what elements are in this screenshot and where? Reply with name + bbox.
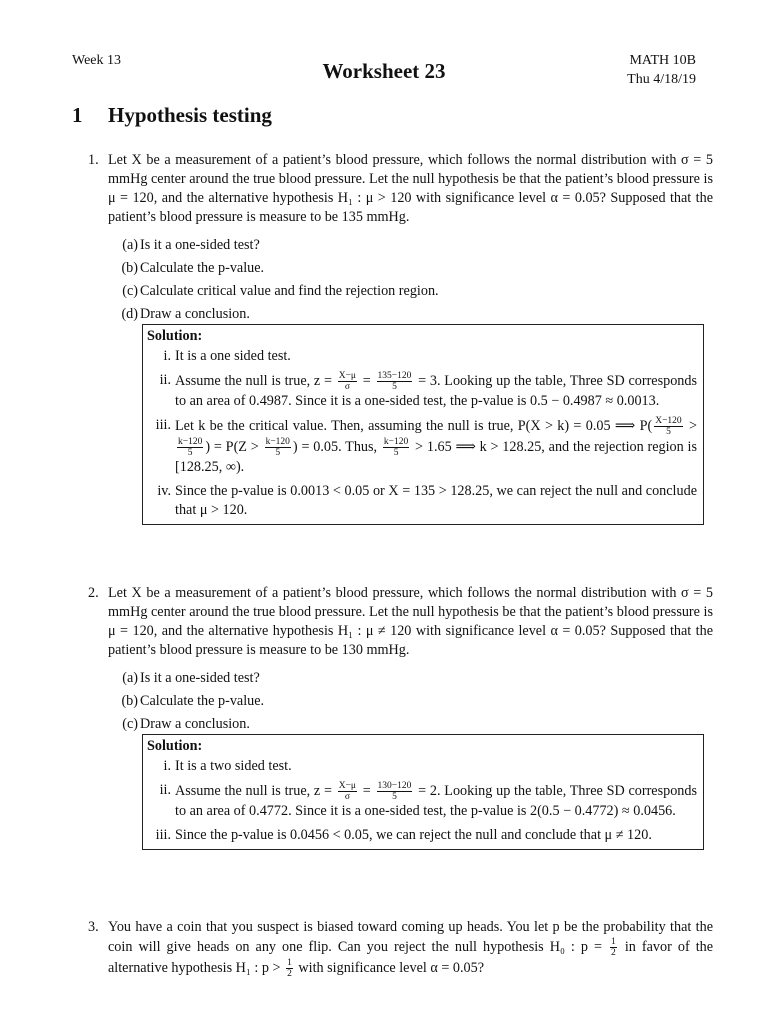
part-text: Is it a one-sided test? xyxy=(140,237,260,253)
problem-2 xyxy=(88,584,713,850)
fraction xyxy=(338,371,357,392)
fraction-numerator: 1 xyxy=(287,958,292,968)
solution-title: Solution: xyxy=(147,738,203,754)
step-math: P( xyxy=(639,417,653,434)
step-text: Since the p-value is 0.0456 < 0.05, we can reject the null and conclude that μ ≠ 120. xyxy=(175,827,652,843)
step-text-post: = 3. Looking up the table, Three SD corresponds to an area of 0.4987. Since it is a one-sided test, the p-value is 0.5 − 0.4987 ≈ 0.0013. xyxy=(175,372,698,409)
fraction-denominator: 5 xyxy=(666,427,671,437)
solution-title: Solution: xyxy=(147,328,203,344)
step-label: iii. xyxy=(155,417,171,433)
fraction-numerator: X−μ xyxy=(338,781,357,791)
step-math: > 1.65 ⟹ k > 128.25, xyxy=(415,438,545,455)
part-label: (b) xyxy=(121,693,138,709)
step-label: i. xyxy=(163,348,171,364)
worksheet-title: Worksheet 23 xyxy=(322,59,446,83)
problem-text: Let X be a measurement of a patient’s blood pressure, which follows the normal distribution with σ = 5 mmHg center around the true blood pressure. Let the null hypothesis be that the patient’s blood pressure is μ = 120, and the alternative hypothesis H₁ : μ > 120 with significance level α = 0.05? Supposed that the patient’s blood pressure is measure to be 135 mmHg. xyxy=(108,152,713,225)
solution-step xyxy=(147,757,697,776)
step-label: ii. xyxy=(159,372,171,388)
fraction-numerator: k−120 xyxy=(265,437,290,447)
fraction-numerator: 1 xyxy=(611,937,616,947)
problem-text-a: You have a coin that you suspect is biased toward coming up heads. You let p be the probability that the coin will give heads on any one flip. Can you reject the null hypothesis H₀ : p = xyxy=(108,919,713,955)
problem-3 xyxy=(88,918,713,979)
step-text: It is a one sided test. xyxy=(175,348,291,364)
step-label: ii. xyxy=(159,782,171,798)
part-text: Calculate the p-value. xyxy=(140,260,265,276)
step-text-line1: Let k be the critical value. Then, assuming the null is true, P(X > k) = 0.05 ⟹ xyxy=(175,417,636,434)
fraction-denominator: 5 xyxy=(393,448,399,458)
part-label: (c) xyxy=(122,283,138,299)
fraction xyxy=(377,781,413,802)
fraction xyxy=(383,437,409,458)
fraction-denominator: σ xyxy=(344,382,350,392)
solution-step xyxy=(147,347,697,366)
solution-step xyxy=(147,416,697,477)
solution-box xyxy=(142,324,704,525)
step-text-post: = 2. Looking up the table, Three SD corresponds to an area of 0.4772. Since it is a one-sided test, the p-value is 2(0.5 − 0.4772) ≈ 0.0456. xyxy=(175,782,698,819)
fraction-denominator: 5 xyxy=(187,448,193,458)
section-heading xyxy=(72,103,272,127)
step-math: > xyxy=(689,417,698,434)
step-text: Since the p-value is 0.0013 < 0.05 or X = 135 > 128.25, we can reject the null and conclude that μ > 120. xyxy=(175,483,697,518)
part-label: (a) xyxy=(122,237,138,253)
fraction-numerator: X−120 xyxy=(655,416,682,426)
solution-step xyxy=(147,826,697,845)
step-text-pre: Assume the null is true, z = xyxy=(175,372,332,389)
fraction-denominator: σ xyxy=(344,792,350,802)
part-text: Is it a one-sided test? xyxy=(140,670,260,686)
step-math: ) = P(Z > xyxy=(205,438,259,455)
step-text-line3: and the rejection region is [128.25, ∞). xyxy=(175,438,697,475)
fraction-denominator: 2 xyxy=(611,948,616,958)
solution-box xyxy=(142,734,704,850)
fraction xyxy=(338,781,357,802)
part-text: Draw a conclusion. xyxy=(140,716,250,732)
worksheet-date: Thu 4/18/19 xyxy=(627,72,696,87)
part-text: Calculate the p-value. xyxy=(140,693,265,709)
part-label: (a) xyxy=(122,670,138,686)
solution-step xyxy=(147,371,697,411)
problem-parts xyxy=(88,236,713,328)
step-text: It is a two sided test. xyxy=(175,758,292,774)
fraction xyxy=(610,937,617,958)
equals-sign: = xyxy=(362,782,371,799)
fraction xyxy=(265,437,291,458)
problem-parts xyxy=(88,669,713,738)
part-item xyxy=(88,715,713,738)
problem-text-b: in favor of the alternative hypothesis H₁ : p > xyxy=(108,938,714,976)
part-item xyxy=(88,282,713,305)
week-label: Week 13 xyxy=(72,53,122,68)
problem-1 xyxy=(88,151,713,525)
equals-sign: = xyxy=(362,372,371,389)
part-label: (c) xyxy=(122,716,138,732)
part-item xyxy=(88,669,713,692)
fraction-numerator: X−μ xyxy=(338,371,357,381)
fraction-denominator: 5 xyxy=(392,382,397,392)
section-title: Hypothesis testing xyxy=(108,103,272,127)
solution-step xyxy=(147,482,697,520)
step-label: iv. xyxy=(157,483,171,499)
fraction xyxy=(286,958,293,979)
problem-number: 2. xyxy=(88,585,99,601)
step-math: ) = 0.05. Thus, xyxy=(292,438,378,455)
part-text: Calculate critical value and find the rejection region. xyxy=(140,283,439,299)
course-name: MATH 10B xyxy=(629,53,696,68)
fraction xyxy=(377,371,413,392)
fraction-denominator: 5 xyxy=(275,448,281,458)
step-label: i. xyxy=(163,758,171,774)
fraction-denominator: 5 xyxy=(392,792,397,802)
part-item xyxy=(88,305,713,328)
fraction-numerator: 130−120 xyxy=(377,781,412,791)
solution-step xyxy=(147,781,697,821)
fraction xyxy=(177,437,203,458)
problem-text-c: with significance level α = 0.05? xyxy=(298,959,485,976)
fraction-numerator: k−120 xyxy=(383,437,409,447)
fraction-numerator: k−120 xyxy=(178,437,203,447)
fraction-numerator: 135−120 xyxy=(377,371,412,381)
fraction-denominator: 2 xyxy=(287,969,292,979)
part-item xyxy=(88,236,713,259)
section-number: 1 xyxy=(72,103,83,127)
step-text-pre: Assume the null is true, z = xyxy=(175,782,332,799)
course-info xyxy=(627,51,696,89)
problem-number: 3. xyxy=(88,919,99,935)
part-label: (d) xyxy=(121,306,138,322)
part-item xyxy=(88,692,713,715)
problem-text xyxy=(108,918,713,979)
problem-number: 1. xyxy=(88,152,99,168)
problem-text: Let X be a measurement of a patient’s blood pressure, which follows the normal distribution with σ = 5 mmHg center around the true blood pressure. Let the null hypothesis be that the patient’s blood pressure is μ = 120, and the alternative hypothesis H₁ : μ ≠ 120 with significance level α = 0.05? Supposed that the patient’s blood pressure is measure to be 130 mmHg. xyxy=(108,585,713,658)
fraction xyxy=(654,416,682,437)
part-item xyxy=(88,259,713,282)
part-label: (b) xyxy=(121,260,138,276)
step-label: iii. xyxy=(155,827,171,843)
part-text: Draw a conclusion. xyxy=(140,306,250,322)
